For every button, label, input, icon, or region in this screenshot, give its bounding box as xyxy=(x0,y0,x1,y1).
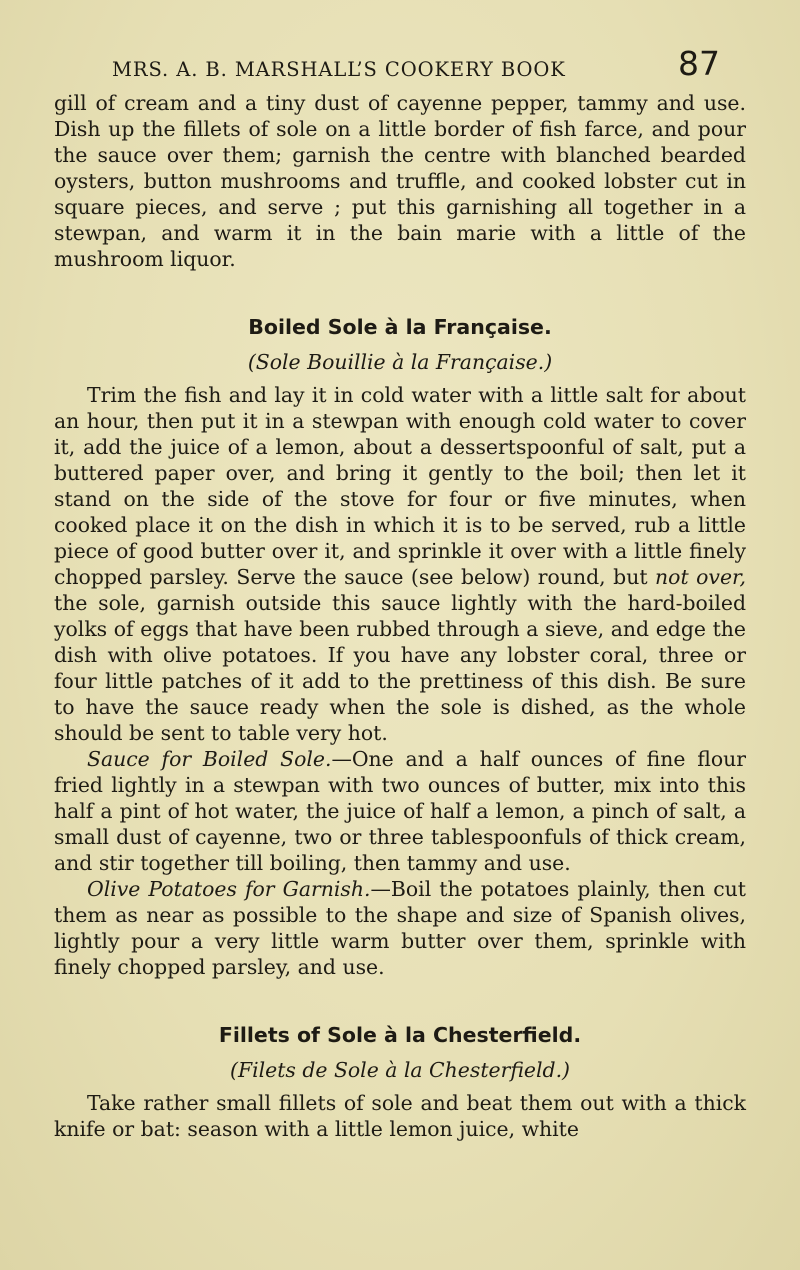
method-text-a: Trim the fish and lay it in cold water with a little salt for about an hour, then put it in a stewpan with enough cold water to cover it, add the juice of a lemon, about a dessertspoonful of salt, put a buttered paper over, and bring it gently to the boil; then let it stand on the side of the stove for four or five minutes, when cooked place it on the dish in which it is to be served, rub a little piece of good butter over it, and sprinkle it over with a little finely chopped parsley. Serve the sauce (see below) round, but xyxy=(54,383,746,589)
olive-potatoes-paragraph xyxy=(54,876,746,980)
method-emphasis: not over, xyxy=(655,565,746,589)
intro-paragraph: gill of cream and a tiny dust of cayenne pepper, tammy and use. Dish up the fillets of sole on a little border of fish farce, and pour the sauce over them; garnish the centre with blanched bearded oysters, button mushrooms and truffle, and cooked lobster cut in square pieces, and serve ; put this garnishing all together in a stewpan, and warm it in the bain marie with a little of the mushroom liquor. xyxy=(54,91,746,271)
method-text-b: the sole, garnish outside this sauce lightly with the hard-boiled yolks of eggs that have been rubbed through a sieve, and edge the dish with olive potatoes. If you have any lobster coral, three or four little patches of it add to the prettiness of this dish. Be sure to have the sauce ready when the sole is dished, as the whole should be sent to table very hot. xyxy=(54,591,746,745)
cookbook-page xyxy=(0,44,800,1270)
olive-potatoes-label: Olive Potatoes for Garnish. xyxy=(87,877,371,901)
running-head xyxy=(54,44,746,90)
recipe-fillets-chesterfield xyxy=(54,1020,746,1142)
recipe-title: Boiled Sole à la Française. xyxy=(248,315,552,339)
page-number: 87 xyxy=(678,44,720,83)
recipe-title: Fillets of Sole à la Chesterfield. xyxy=(218,1023,582,1047)
running-title: MRS. A. B. MARSHALL’S COOKERY BOOK xyxy=(112,58,566,81)
olive-potatoes-text: —Boil the potatoes plainly, then cut them as near as possible to the shape and size of Spanish olives, lightly pour a very little warm butter over them, sprinkle with finely chopped parsley, and use. xyxy=(54,877,746,979)
recipe-subtitle: (Sole Bouillie à la Française.) xyxy=(247,350,553,374)
sauce-text: —One and a half ounces of fine flour fried lightly in a stewpan with two ounces of butter, mix into this half a pint of hot water, the juice of half a lemon, a pinch of salt, a small dust of cayenne, two or three tablespoonfuls of thick cream, and stir together till boiling, then tammy and use. xyxy=(54,747,747,875)
sauce-label: Sauce for Boiled Sole. xyxy=(87,747,332,771)
recipe-boiled-sole xyxy=(54,312,746,980)
recipe-method-paragraph xyxy=(54,382,746,746)
recipe-subtitle: (Filets de Sole à la Chesterfield.) xyxy=(229,1058,571,1082)
recipe-method-paragraph: Take rather small fillets of sole and beat them out with a thick knife or bat: season with a little lemon juice, white xyxy=(54,1091,746,1141)
sauce-paragraph xyxy=(54,746,746,876)
